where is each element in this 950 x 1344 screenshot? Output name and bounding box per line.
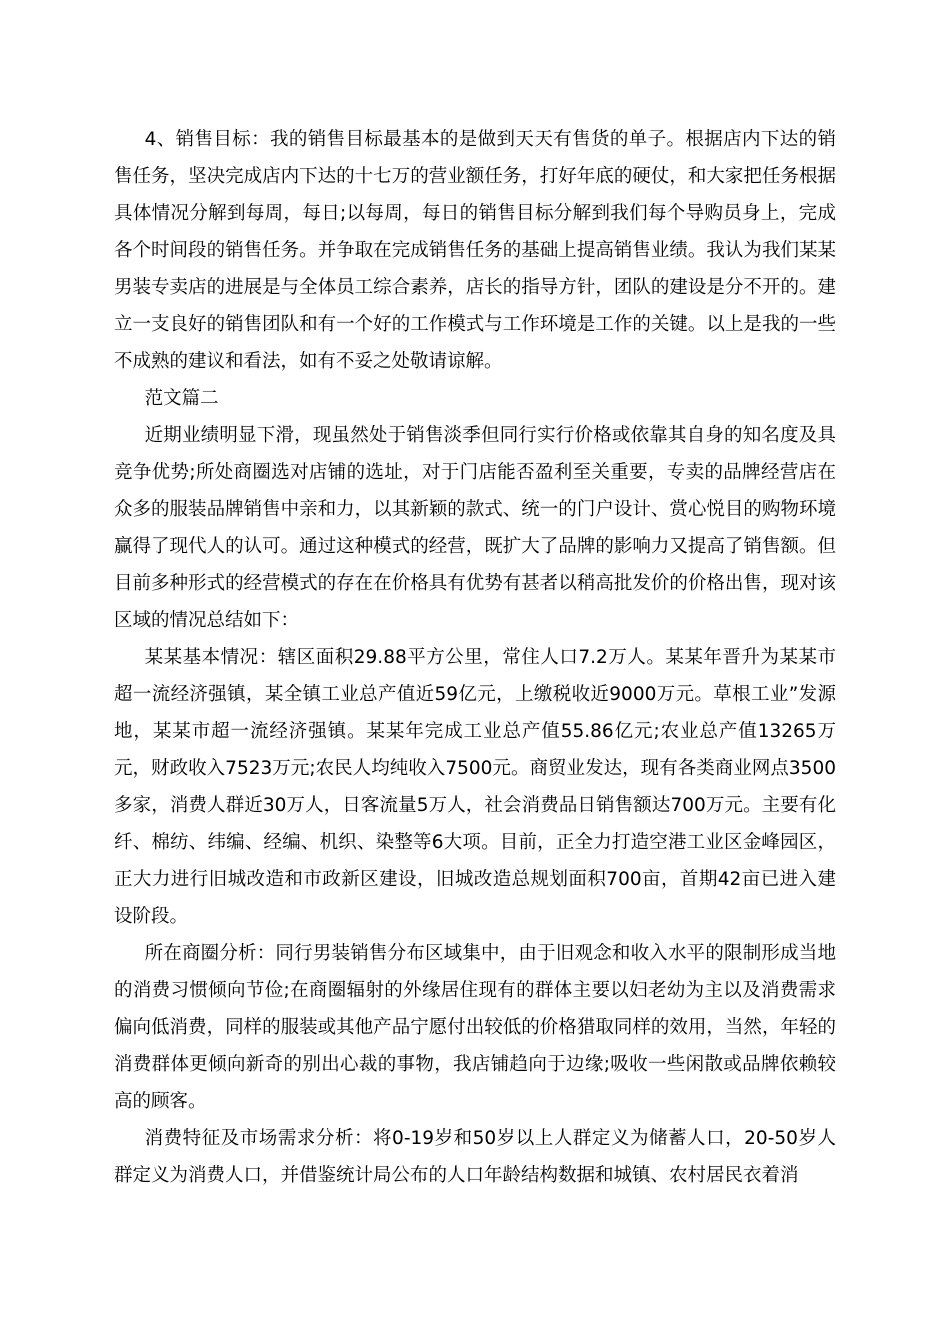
paragraph-consumer-analysis: 消费特征及市场需求分析：将0-19岁和50岁以上人群定义为储蓄人口，20-50岁人群定义为消费人口，并借鉴统计局公布的人口年龄结构数据和城镇、农村居民衣着消 — [114, 1128, 836, 1186]
paragraph-trade-area: 所在商圈分析：同行男装销售分布区域集中，由于旧观念和收入水平的限制形成当地的消费习惯倾向节俭;在商圈辐射的外缘居住现有的群体主要以妇老幼为主以及消费需求偏向低消费，同样的服装或其他产品宁愿付出较低的价格猎取同样的效用，当然，年轻的消费群体更倾向新奇的别出心裁的事物，我店铺趋向于边缘;吸收一些闲散或品牌依赖较高的顾客。 — [114, 943, 836, 1112]
paragraph-sales-target: 4、销售目标：我的销售目标最基本的是做到天天有售货的单子。根据店内下达的销售任务，坚决完成店内下达的十七万的营业额任务，打好年底的硬仗，和大家把任务根据具体情况分解到每周，每日;以每周，每日的销售目标分解到我们每个导购员身上，完成各个时间段的销售任务。并争取在完成销售任务的基础上提高销售业绩。我认为我们某某男装专卖店的进展是与全体员工综合素养，店长的指导方针，团队的建设是分不开的。建立一支良好的销售团队和有一个好的工作模式与工作环境是工作的关键。以上是我的一些不成熟的建议和看法，如有不妥之处敬请谅解。 — [114, 129, 836, 372]
document-page — [114, 121, 836, 1194]
section-heading: 范文篇二 — [144, 388, 219, 409]
paragraph-basic-info: 某某基本情况：辖区面积29.88平方公里，常住人口7.2万人。某某年晋升为某某市超一流经济强镇，某全镇工业总产值近59亿元，上缴税收近9000万元。草根工业”发源地，某某市超一流经济强镇。某某年完成工业总产值55.86亿元;农业总产值13265万元，财政收入7523万元;农民人均纯收入7500元。商贸业发达，现有各类商业网点3500多家，消费人群近30万人，日客流量5万人，社会消费品日销售额达700万元。主要有化纤、棉纺、纬编、经编、机织、染整等6大项。目前，正全力打造空港工业区金峰园区，正大力进行旧城改造和市政新区建设，旧城改造总规划面积700亩，首期42亩已进入建设阶段。 — [114, 647, 836, 927]
paragraph-intro: 近期业绩明显下滑，现虽然处于销售淡季但同行实行价格或依靠其自身的知名度及具竞争优势;所处商圈选对店铺的选址，对于门店能否盈利至关重要，专卖的品牌经营店在众多的服装品牌销售中亲和力，以其新颖的款式、统一的门户设计、赏心悦目的购物环境赢得了现代人的认可。通过这种模式的经营，既扩大了品牌的影响力又提高了销售额。但目前多种形式的经营模式的存在在价格具有优势有甚者以稍高批发价的价格出售，现对该区域的情况总结如下： — [114, 425, 836, 631]
